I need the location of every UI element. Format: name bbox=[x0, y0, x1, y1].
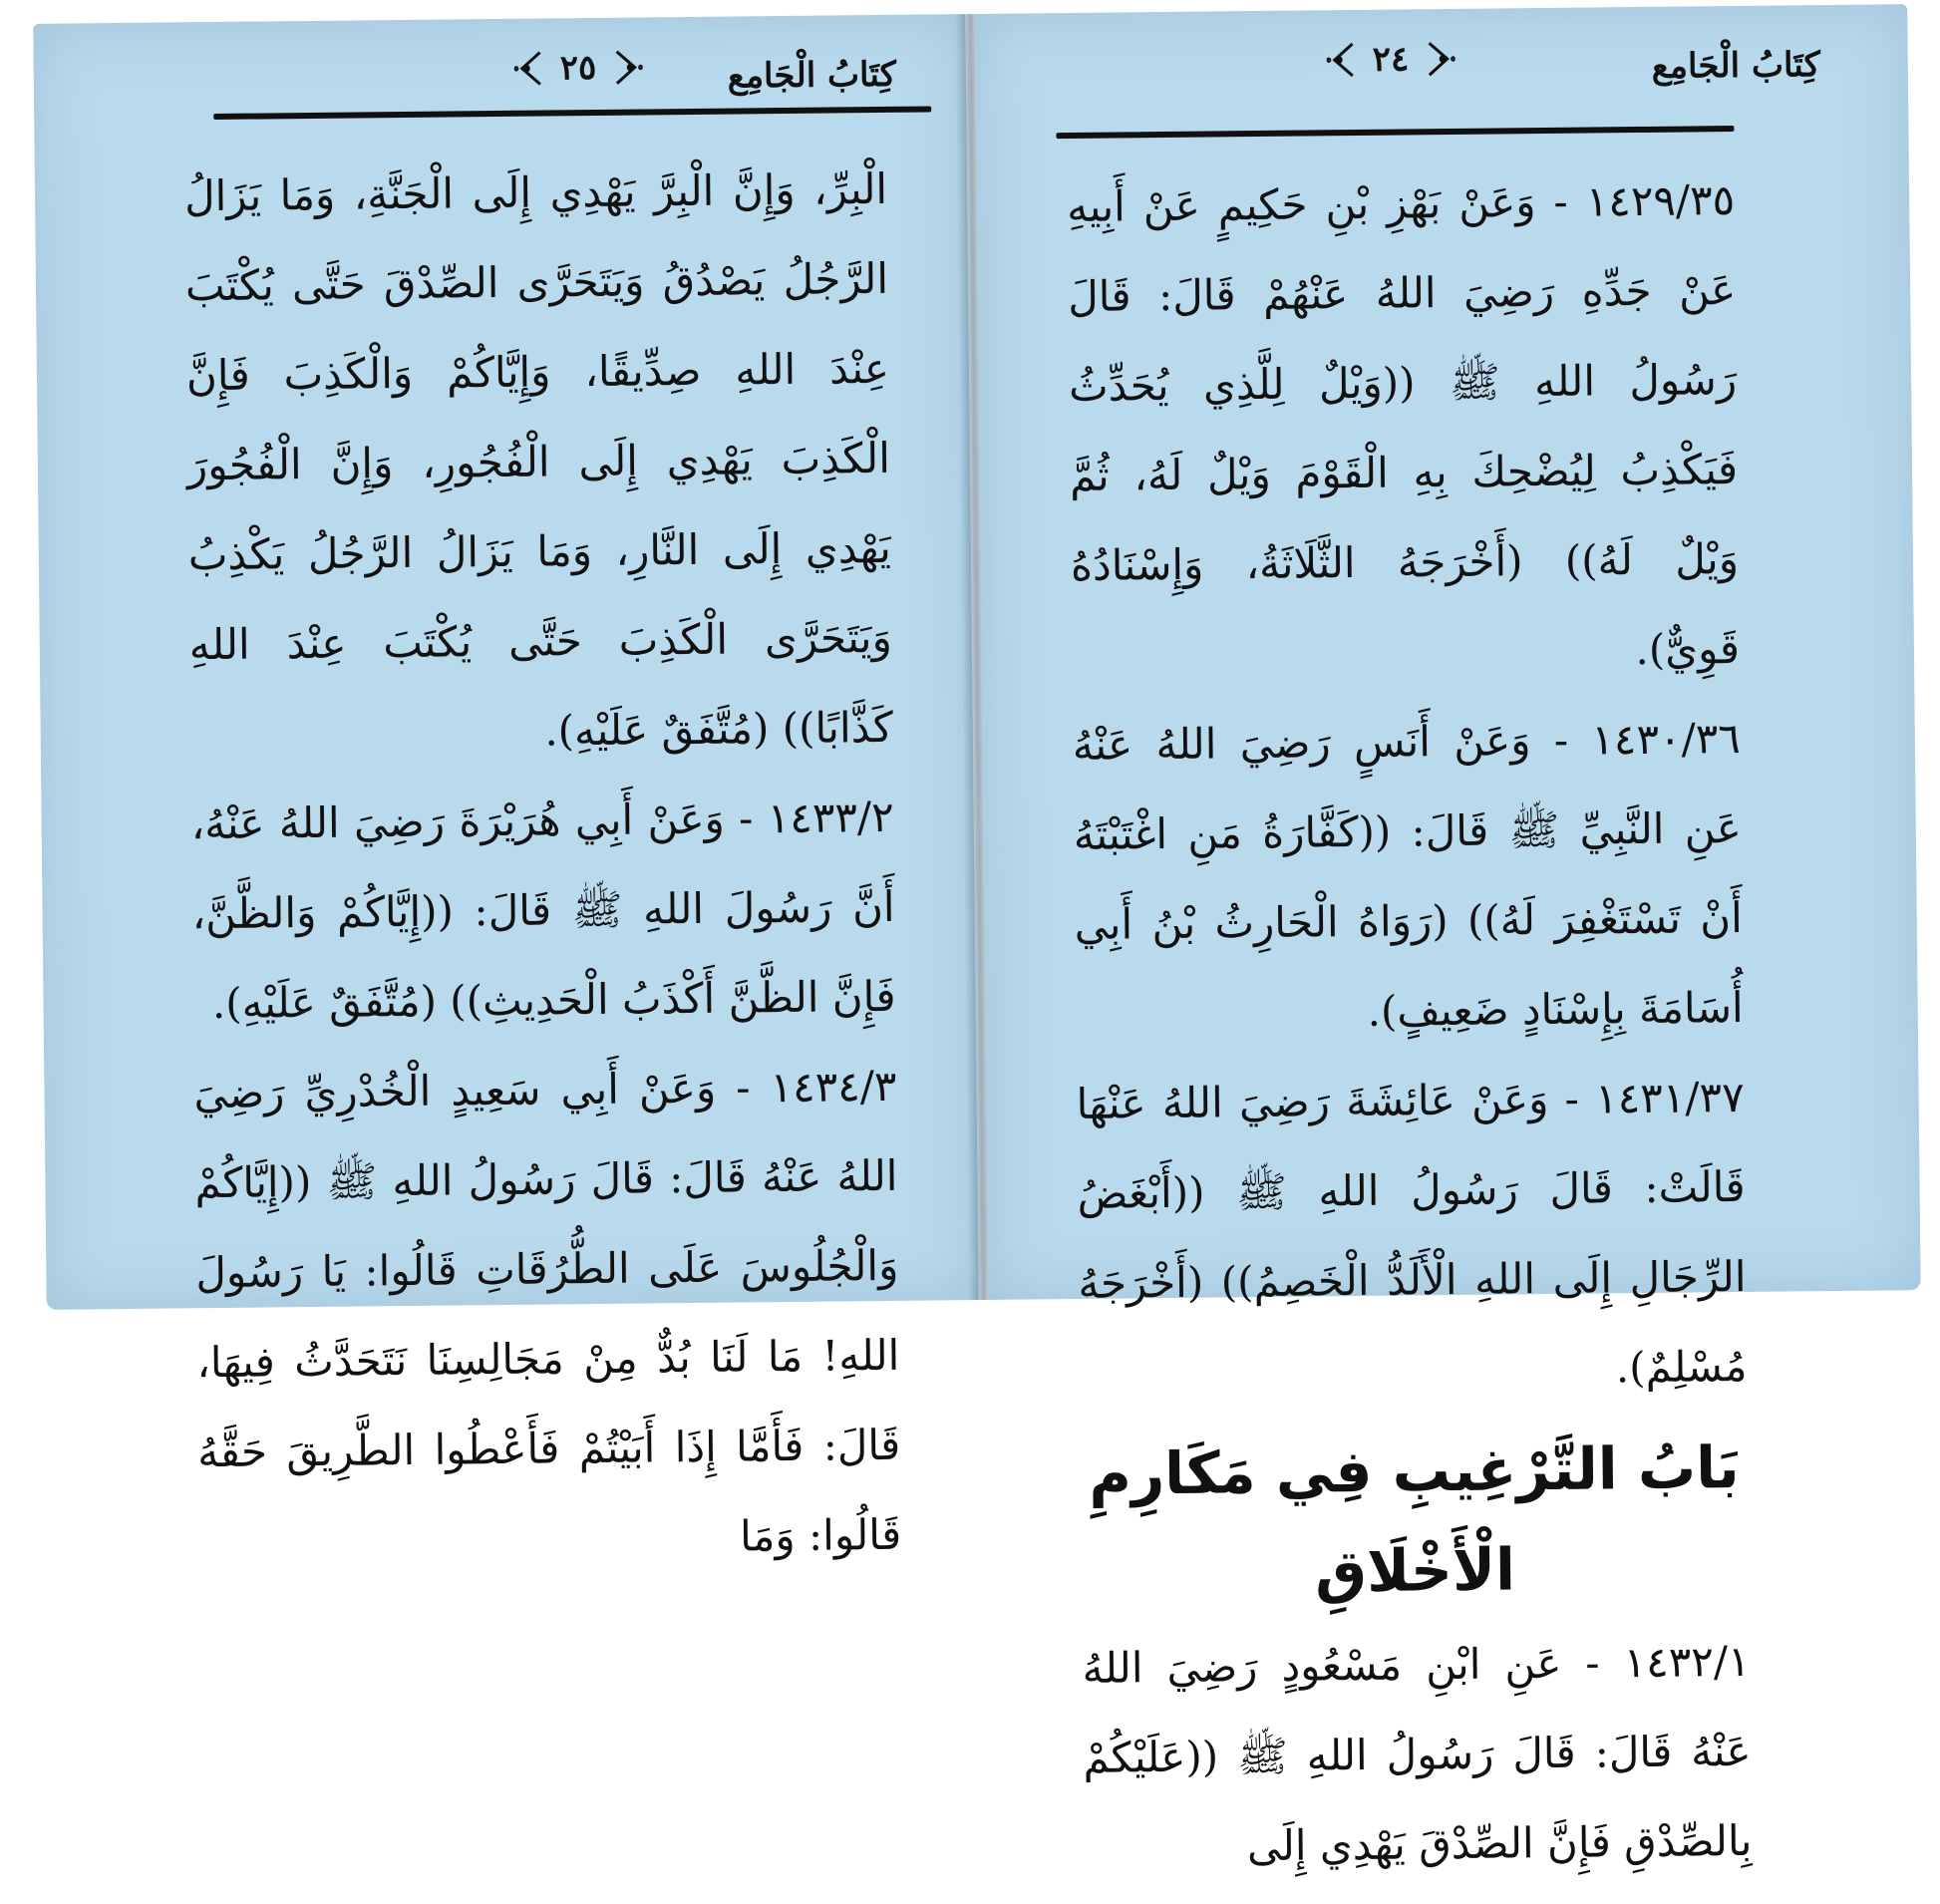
hadith-paragraph: ١٤٣١/٣٧ - وَعَنْ عَائِشَةَ رَضِيَ اللهُ عَنْهَا قَالَتْ: قَالَ رَسُولُ اللهِ ﷺ ((أَبْغَضُ الرِّجَالِ إِلَى اللهِ الْأَلَدُّ الْخَصِمُ)) (أَخْرَجَهُ مُسْلِمٌ). bbox=[1076, 1072, 1748, 1393]
ornament-right-icon bbox=[1423, 39, 1456, 79]
left-page-body bbox=[184, 145, 902, 1587]
chapter-heading: بَابُ التَّرْغِيبِ فِي مَكَارِمِ الْأَخْلَاقِ bbox=[1088, 1433, 1741, 1606]
hadith-paragraph: ١٤٣٣/٢ - وَعَنْ أَبِي هُرَيْرَةَ رَضِيَ اللهُ عَنْهُ، أَنَّ رَسُولَ اللهِ ﷺ قَالَ: ((إِيَّاكُمْ وَالظَّنَّ، فَإِنَّ الظَّنَّ أَكْذَبُ الْحَدِيثِ)) (مُتَّفَقٌ عَلَيْهِ). bbox=[190, 792, 896, 1029]
left-page-number-block bbox=[512, 47, 645, 88]
right-page-number-block bbox=[1324, 39, 1456, 80]
hadith-paragraph: ١٤٣٠/٣٦ - وَعَنْ أَنَسٍ رَضِيَ اللهُ عَنْهُ عَنِ النَّبِيِّ ﷺ قَالَ: ((كَفَّارَةُ مَنِ اغْتَبْتَهُ أَنْ تَسْتَغْفِرَ لَهُ)) (رَوَاهُ الْحَارِثُ بْنُ أَبِي أُسَامَةَ بِإِسْنَادٍ ضَعِيفٍ). bbox=[1072, 713, 1744, 1036]
hadith-paragraph: ١٤٣٢/١ - عَنِ ابْنِ مَسْعُودٍ رَضِيَ اللهُ عَنْهُ قَالَ: قَالَ رَسُولُ اللهِ ﷺ ((عَلَيْكُمْ بِالصِّدْقِ فَإِنَّ الصِّدْقَ يَهْدِي إِلَى bbox=[1082, 1636, 1753, 1871]
header-rule bbox=[1056, 126, 1734, 139]
page-number: ٢٤ bbox=[1372, 39, 1410, 80]
ornament-left-icon bbox=[1324, 40, 1358, 80]
running-title: كِتَابُ الْجَامِع bbox=[1651, 45, 1820, 87]
page-number: ٢٥ bbox=[559, 47, 597, 89]
hadith-paragraph: ١٤٢٩/٣٥ - وَعَنْ بَهْزِ بْنِ حَكِيمٍ عَنْ أَبِيهِ عَنْ جَدِّهِ رَضِيَ اللهُ عَنْهُمْ قَالَ: قَالَ رَسُولُ اللهِ ﷺ ((وَيْلٌ لِلَّذِي يُحَدِّثُ فَيَكْذِبُ لِيُضْحِكَ بِهِ الْقَوْمَ وَيْلٌ لَهُ، ثُمَّ وَيْلٌ لَهُ)) (أَخْرَجَهُ الثَّلَاثَةُ، وَإِسْنَادُهُ قَوِيٌّ). bbox=[1066, 175, 1741, 675]
hadith-paragraph: ١٤٣٤/٣ - وَعَنْ أَبِي سَعِيدٍ الْخُدْرِيِّ رَضِيَ اللهُ عَنْهُ قَالَ: قَالَ رَسُولُ اللهِ ﷺ ((إِيَّاكُمْ وَالْجُلُوسَ عَلَى الطُّرُقَاتِ قَالُوا: يَا رَسُولَ اللهِ! مَا لَنَا بُدٌّ مِنْ مَجَالِسِنَا نَتَحَدَّثُ فِيهَا، قَالَ: فَأَمَّا إِذَا أَبَيْتُمْ فَأَعْطُوا الطَّرِيقَ حَقَّهُ قَالُوا: وَمَا bbox=[193, 1061, 902, 1561]
right-page bbox=[975, 4, 1920, 1871]
ornament-right-icon bbox=[610, 47, 644, 87]
ornament-left-icon bbox=[512, 48, 546, 88]
hadith-paragraph: الْبِرِّ، وَإِنَّ الْبِرَّ يَهْدِي إِلَى الْجَنَّةِ، وَمَا يَزَالُ الرَّجُلُ يَصْدُقُ وَيَتَحَرَّى الصِّدْقَ حَتَّى يُكْتَبَ عِنْدَ اللهِ صِدِّيقًا، وَإِيَّاكُمْ وَالْكَذِبَ فَإِنَّ الْكَذِبَ يَهْدِي إِلَى الْفُجُورِ، وَإِنَّ الْفُجُورَ يَهْدِي إِلَى النَّارِ، وَمَا يَزَالُ الرَّجُلُ يَكْذِبُ وَيَتَحَرَّى الْكَذِبَ حَتَّى يُكْتَبَ عِنْدَ اللهِ كَذَّابًا)) (مُتَّفَقٌ عَلَيْهِ). bbox=[183, 163, 893, 756]
left-page bbox=[33, 14, 978, 1561]
right-page-body bbox=[1067, 156, 1753, 1893]
open-book bbox=[33, 4, 1921, 1871]
running-title: كِتَابُ الْجَامِع bbox=[727, 54, 897, 97]
right-page-header bbox=[975, 22, 1908, 112]
